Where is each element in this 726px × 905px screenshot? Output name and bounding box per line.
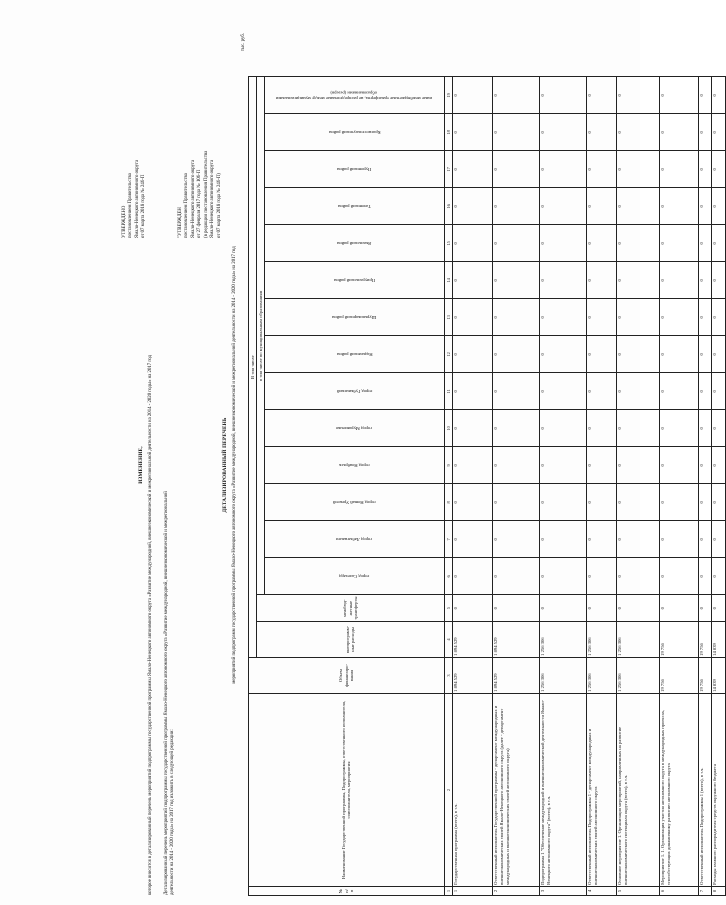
approved-line: от 07 марта 2018 года № 246-П) — [216, 173, 222, 238]
column-index: 10 — [444, 410, 452, 447]
row-num: 8 — [711, 887, 725, 896]
row-municipal-value: 0 — [616, 188, 659, 225]
column-index: 4 — [444, 622, 452, 658]
column-index: 9 — [444, 447, 452, 484]
row-municipal-value: 0 — [698, 225, 711, 262]
row-volume: 1 894 529 — [492, 658, 539, 694]
approved-line: Ямало-Ненецкого автономного округа — [210, 159, 216, 238]
row-municipal-value: 0 — [698, 151, 711, 188]
row-municipal-value: 0 — [586, 410, 616, 447]
column-index: 15 — [444, 225, 452, 262]
column-index: 11 — [444, 373, 452, 410]
header-municipality — [264, 410, 444, 447]
row-municipal-value: 0 — [698, 410, 711, 447]
row-municipal-value: 0 — [659, 188, 698, 225]
row-own: 1 256 306 — [616, 622, 659, 658]
header-incl — [249, 77, 257, 658]
row-municipal-value: 0 — [539, 262, 586, 299]
column-index: 19 — [444, 77, 452, 114]
row-own: 14 839 — [711, 622, 725, 658]
row-num: 1 — [452, 887, 492, 896]
header-name — [249, 694, 445, 887]
header-trans-label: межбюд-жетные трансферты — [341, 596, 359, 620]
row-volume: 1 256 306 — [586, 658, 616, 694]
row-trans: 0 — [616, 595, 659, 622]
row-num: 7 — [698, 887, 711, 896]
row-municipal-value: 0 — [586, 558, 616, 595]
approved-line: постановлением Правительства — [184, 173, 190, 238]
row-municipal-value: 0 — [492, 484, 539, 521]
row-municipal-value: 0 — [659, 373, 698, 410]
municipality-label: город Муравленко — [336, 426, 373, 432]
row-municipal-value: 0 — [452, 188, 492, 225]
row-municipal-value: 0 — [586, 336, 616, 373]
row-municipal-value: 0 — [711, 262, 725, 299]
row-own: 1 256 306 — [586, 622, 616, 658]
header-volume — [249, 658, 445, 694]
header-own — [256, 622, 444, 658]
row-municipal-value: 0 — [616, 336, 659, 373]
header-municipality — [264, 77, 444, 114]
row-name: Расходы главного распорядителя средств окружного бюджета — [711, 694, 725, 887]
row-num: 4 — [586, 887, 616, 896]
row-municipal-value: 0 — [492, 410, 539, 447]
row-municipal-value: 0 — [616, 484, 659, 521]
row-municipal-value: 0 — [539, 447, 586, 484]
table-row — [452, 77, 492, 896]
column-index: 16 — [444, 188, 452, 225]
approval-line: от 07 марта 2018 года № 246-П — [141, 174, 147, 238]
row-municipal-value: 0 — [659, 225, 698, 262]
row-municipal-value: 0 — [539, 151, 586, 188]
header-name-label: Наименование Государственной программы, Подпрограммы, ответственного исполнителя, соисполнителя, мероприятия — [340, 700, 352, 880]
row-municipal-value: 0 — [711, 521, 725, 558]
row-municipal-value: 0 — [586, 447, 616, 484]
change-title: ИЗМЕНЕНИЕ, — [138, 446, 144, 484]
approved-line: Ямало-Ненецкого автономного округа — [190, 159, 196, 238]
row-trans: 0 — [539, 595, 586, 622]
column-index: 12 — [444, 336, 452, 373]
row-municipal-value: 0 — [586, 114, 616, 151]
column-index: 3 — [444, 658, 452, 694]
header-municipality — [264, 299, 444, 336]
municipality-label: Приуральский район — [333, 278, 375, 284]
header-municipality — [264, 151, 444, 188]
row-municipal-value: 0 — [586, 299, 616, 336]
municipality-label: Ямальский район — [337, 241, 372, 247]
approved-line: "УТВЕРЖДЕН — [178, 207, 183, 238]
header-incl-label: В том числе — [249, 355, 255, 379]
municipality-label: город Салехард — [339, 574, 370, 580]
row-municipal-value: 0 — [711, 373, 725, 410]
row-municipal-value: 0 — [539, 299, 586, 336]
row-municipal-value: 0 — [539, 225, 586, 262]
row-municipal-value: 0 — [452, 299, 492, 336]
row-municipal-value: 0 — [616, 447, 659, 484]
row-trans: 0 — [659, 595, 698, 622]
header-municipality — [264, 262, 444, 299]
units-label: тыс. руб. — [241, 33, 246, 52]
row-municipal-value: 0 — [659, 151, 698, 188]
header-index-row — [444, 77, 452, 896]
table-row — [616, 77, 659, 896]
row-municipal-value: 0 — [492, 558, 539, 595]
row-municipal-value: 0 — [659, 521, 698, 558]
row-municipal-value: 0 — [492, 262, 539, 299]
row-municipal-value: 0 — [452, 77, 492, 114]
row-municipal-value: 0 — [616, 299, 659, 336]
row-municipal-value: 0 — [659, 299, 698, 336]
row-municipal-value: 0 — [586, 188, 616, 225]
row-municipal-value: 0 — [698, 114, 711, 151]
row-municipal-value: 0 — [616, 77, 659, 114]
approval-line: постановлением Правительства — [128, 173, 134, 238]
row-municipal-value: 0 — [616, 151, 659, 188]
approved-line: от 27 февраля 2017 года № 106-П — [197, 169, 203, 238]
row-municipal-value: 0 — [586, 373, 616, 410]
row-municipal-value: 0 — [492, 114, 539, 151]
row-municipal-value: 0 — [659, 558, 698, 595]
row-municipal-value: 0 — [698, 77, 711, 114]
row-municipal-value: 0 — [586, 484, 616, 521]
change-text: которое вносится в детализированный перечень мероприятий подпрограммы государственной программы Ямало-Ненецкого автономного округа «Развитие международной, внешнеэкономической и межрегиональной деятельности на 2014 - 2020 годы» на 2017 год — [148, 355, 153, 895]
row-municipal-value: 0 — [452, 373, 492, 410]
row-municipal-value: 0 — [492, 373, 539, 410]
row-municipal-value: 0 — [616, 373, 659, 410]
row-municipal-value: 0 — [711, 225, 725, 262]
municipality-label: город Лабытнанги — [336, 537, 373, 543]
row-municipal-value: 0 — [452, 410, 492, 447]
detail-table — [248, 76, 726, 896]
row-municipal-value: 0 — [698, 521, 711, 558]
header-municipality — [264, 373, 444, 410]
row-name: Подпрограмма 1 "Обеспечение международной и внешнеэкономической деятельности Ямало-Ненецкого автономного округа" (всего), в т.ч. — [539, 694, 586, 887]
row-municipal-value: 0 — [711, 151, 725, 188]
row-municipal-value: 0 — [616, 521, 659, 558]
row-trans: 0 — [492, 595, 539, 622]
row-name: Ответственный исполнитель Подпрограммы 1 (всего), в т.ч. — [698, 694, 711, 887]
column-index: 2 — [444, 694, 452, 887]
row-municipal-value: 0 — [659, 114, 698, 151]
row-municipal-value: 0 — [492, 521, 539, 558]
row-municipal-value: 0 — [492, 77, 539, 114]
row-municipal-value: 0 — [616, 225, 659, 262]
column-index: 17 — [444, 151, 452, 188]
header-municipality — [264, 447, 444, 484]
column-index: 18 — [444, 114, 452, 151]
row-name: Государственная программа (всего), в т.ч. — [452, 694, 492, 887]
row-municipal-value: 0 — [698, 484, 711, 521]
row-municipal-value: 0 — [539, 336, 586, 373]
row-municipal-value: 0 — [586, 151, 616, 188]
row-name: Ответственный исполнитель Государственной программы - департамент международных и внешнеэкономических связей Ямало-Ненецкого автономного округа (далее - департамент международных и внешнеэкономических связей автономного округа) — [492, 694, 539, 887]
list-title: ДЕТАЛИЗИРОВАННЫЙ ПЕРЕЧЕНЬ — [222, 417, 228, 513]
approval-line: УТВЕРЖДЕНО — [122, 205, 127, 238]
row-municipal-value: 0 — [452, 521, 492, 558]
municipality-label: Тазовский район — [337, 204, 371, 210]
header-municipal-label: в том числе по муниципальным образованиям — [257, 290, 263, 382]
approved-line: (в редакции постановления Правительства — [203, 150, 209, 238]
row-municipal-value: 0 — [586, 77, 616, 114]
row-municipal-value: 0 — [452, 484, 492, 521]
row-municipal-value: 0 — [492, 299, 539, 336]
municipality-label: Надымский район — [336, 352, 373, 358]
table-row — [586, 77, 616, 896]
header-municipality — [264, 188, 444, 225]
row-municipal-value: 0 — [659, 484, 698, 521]
row-municipal-value: 0 — [586, 521, 616, 558]
column-index: 1 — [444, 887, 452, 896]
column-index: 6 — [444, 558, 452, 595]
row-municipal-value: 0 — [711, 336, 725, 373]
header-volume-label: Объем финансиро-вания — [337, 664, 355, 688]
row-num: 5 — [616, 887, 659, 896]
row-municipal-value: 0 — [586, 225, 616, 262]
table-row — [659, 77, 698, 896]
row-municipal-value: 0 — [659, 410, 698, 447]
municipality-label: Пуровский район — [337, 167, 372, 173]
row-municipal-value: 0 — [492, 336, 539, 373]
header-municipality — [264, 484, 444, 521]
row-own: 1 894 529 — [452, 622, 492, 658]
approval-line: Ямало-Ненецкого автономного округа — [134, 159, 140, 238]
column-index: 7 — [444, 521, 452, 558]
row-municipal-value: 0 — [539, 188, 586, 225]
column-index: 5 — [444, 595, 452, 622]
row-municipal-value: 0 — [539, 558, 586, 595]
row-municipal-value: 0 — [452, 262, 492, 299]
header-municipality — [264, 336, 444, 373]
row-municipal-value: 0 — [659, 336, 698, 373]
row-municipal-value: 0 — [616, 114, 659, 151]
row-municipal-value: 0 — [539, 77, 586, 114]
row-volume: 1 256 306 — [616, 658, 659, 694]
column-index: 13 — [444, 299, 452, 336]
row-trans: 0 — [711, 595, 725, 622]
row-municipal-value: 0 — [698, 299, 711, 336]
row-municipal-value: 0 — [711, 410, 725, 447]
table-row — [539, 77, 586, 896]
row-municipal-value: 0 — [452, 225, 492, 262]
header-row-1 — [249, 77, 257, 896]
row-municipal-value: 0 — [659, 447, 698, 484]
municipality-label: иные межбюджетные трансферты, не распределенные между муниципальными образованиями (резерв) — [276, 90, 433, 102]
row-municipal-value: 0 — [539, 410, 586, 447]
row-municipal-value: 0 — [616, 262, 659, 299]
row-name: Мероприятие 1. 1. Организация участия автономного округа в международных проектах, способствующих динамичному развитию автономного округа — [659, 694, 698, 887]
row-municipal-value: 0 — [452, 558, 492, 595]
header-trans — [256, 595, 444, 622]
row-trans: 0 — [586, 595, 616, 622]
row-municipal-value: 0 — [698, 447, 711, 484]
row-trans: 0 — [698, 595, 711, 622]
row-municipal-value: 0 — [698, 336, 711, 373]
row-municipal-value: 0 — [698, 373, 711, 410]
header-num — [249, 887, 445, 896]
row-municipal-value: 0 — [711, 558, 725, 595]
row-municipal-value: 0 — [492, 151, 539, 188]
row-municipal-value: 0 — [711, 188, 725, 225]
row-municipal-value: 0 — [711, 299, 725, 336]
row-own: 19 756 — [698, 622, 711, 658]
row-municipal-value: 0 — [452, 151, 492, 188]
row-municipal-value: 0 — [539, 373, 586, 410]
row-municipal-value: 0 — [539, 484, 586, 521]
row-volume: 19 756 — [698, 658, 711, 694]
row-volume: 1 256 306 — [539, 658, 586, 694]
row-trans: 0 — [452, 595, 492, 622]
header-municipality — [264, 558, 444, 595]
row-name: Основное мероприятие 1. Организация мероприятий, направленных на развитие внешнеэкономического потенциала округа (всего), в т.ч. — [616, 694, 659, 887]
row-municipal-value: 0 — [711, 484, 725, 521]
header-own-label: внепрограмм-ные расходы — [344, 625, 356, 654]
row-municipal-value: 0 — [616, 410, 659, 447]
header-municipality — [264, 114, 444, 151]
table-row — [492, 77, 539, 896]
row-municipal-value: 0 — [452, 114, 492, 151]
row-num: 2 — [492, 887, 539, 896]
row-municipal-value: 0 — [711, 114, 725, 151]
row-municipal-value: 0 — [452, 447, 492, 484]
row-municipal-value: 0 — [698, 558, 711, 595]
row-volume: 19 756 — [659, 658, 698, 694]
row-municipal-value: 0 — [539, 521, 586, 558]
row-municipal-value: 0 — [492, 188, 539, 225]
row-own: 1 256 306 — [539, 622, 586, 658]
row-municipal-value: 0 — [659, 77, 698, 114]
row-municipal-value: 0 — [711, 77, 725, 114]
municipality-label: город Новый Уренгой — [333, 500, 376, 506]
row-municipal-value: 0 — [539, 114, 586, 151]
header-municipal — [256, 77, 264, 595]
row-municipal-value: 0 — [711, 447, 725, 484]
header-num-label: № п/п — [337, 888, 355, 894]
municipality-label: город Губкинский — [336, 389, 373, 395]
row-num: 3 — [539, 887, 586, 896]
row-municipal-value: 0 — [616, 558, 659, 595]
row-municipal-value: 0 — [452, 336, 492, 373]
row-volume: 14 839 — [711, 658, 725, 694]
header-municipality — [264, 225, 444, 262]
column-index: 8 — [444, 484, 452, 521]
row-municipal-value: 0 — [698, 188, 711, 225]
row-volume: 1 894 529 — [452, 658, 492, 694]
row-own: 1 894 529 — [492, 622, 539, 658]
municipality-label: Шурышкарский район — [332, 315, 377, 321]
row-municipal-value: 0 — [492, 225, 539, 262]
municipality-label: город Ноябрьск — [339, 463, 370, 469]
row-name: Ответственный исполнитель Подпрограммы 1 - департамент международных и внешнеэкономических связей автономного округа — [586, 694, 616, 887]
table-row — [698, 77, 711, 896]
row-municipal-value: 0 — [586, 262, 616, 299]
municipality-label: Красноселькупский район — [328, 130, 381, 136]
detail-paragraph: Детализированный перечень мероприятий подпрограммы государственной программы Ямало-Ненецкого автономного округа «Развитие международной, внешнеэкономической и межрегиональной деятельности на 2014 - 2020 годы» на 2017 год изложить в следующей редакции: — [164, 491, 176, 895]
row-municipal-value: 0 — [492, 447, 539, 484]
list-subtitle: мероприятий подпрограмм государственной программы Ямало-Ненецкого автономного округа «Развитие международной, внешнеэкономической и межрегиональной деятельности на 2014 - 2020 годы» на 2017 год — [232, 246, 237, 684]
row-municipal-value: 0 — [659, 262, 698, 299]
table-row — [711, 77, 725, 896]
row-num: 6 — [659, 887, 698, 896]
header-municipality — [264, 521, 444, 558]
approved-block — [178, 28, 223, 238]
column-index: 14 — [444, 262, 452, 299]
row-own: 19 756 — [659, 622, 698, 658]
row-municipal-value: 0 — [698, 262, 711, 299]
